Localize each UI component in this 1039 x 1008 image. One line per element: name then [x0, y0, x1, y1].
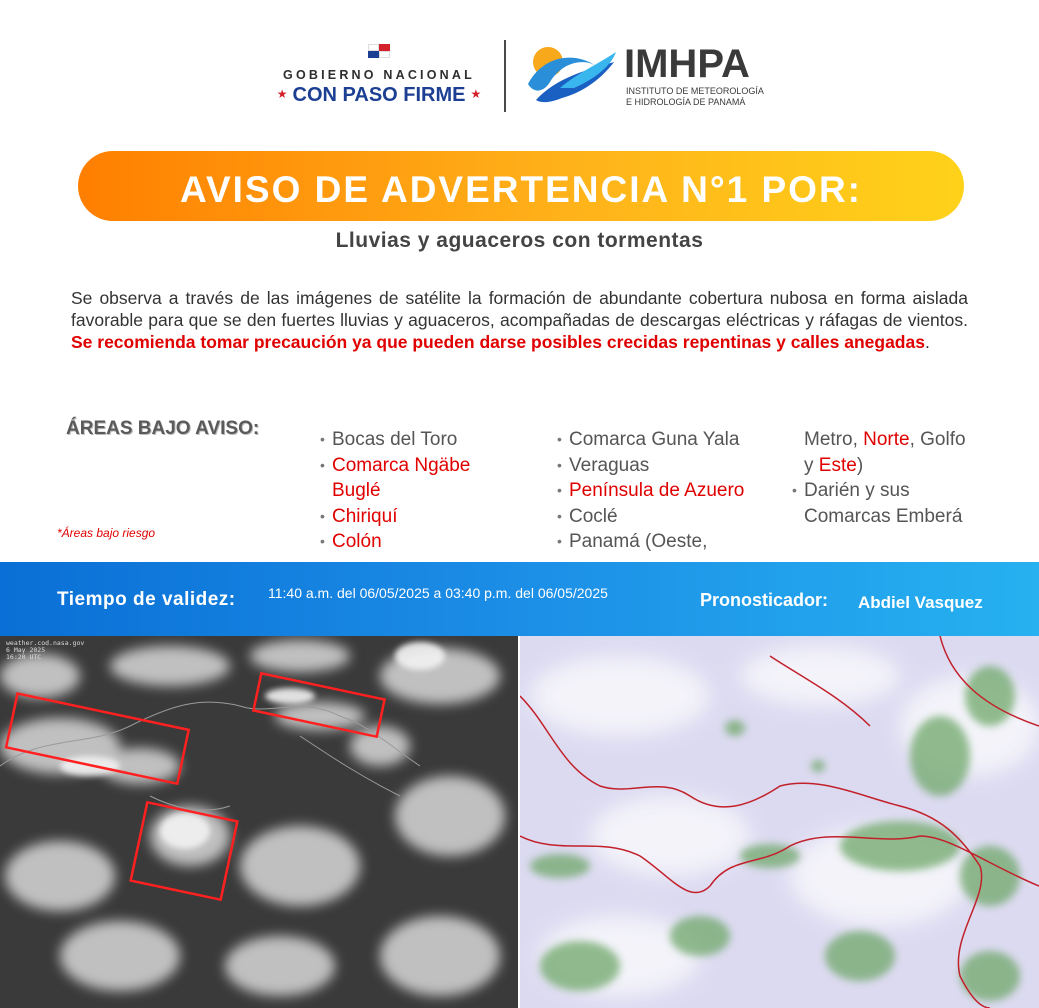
risk-note: *Áreas bajo riesgo [57, 526, 156, 540]
header-divider [504, 40, 506, 112]
list-item: • Bocas del Toro [320, 427, 555, 453]
satellite-caption: weather.cod.nasa.gov 6 May 2025 16:20 UTC [6, 639, 85, 661]
forecaster-name: Abdiel Vasquez [858, 593, 983, 612]
warning-title: AVISO DE ADVERTENCIA N°1 POR: [180, 169, 862, 210]
areas-column-2 [557, 427, 797, 555]
list-item: Metro, Norte, Golfo [804, 429, 966, 450]
satellite-image-visible [0, 636, 518, 1008]
imhpa-wave-logo-icon [526, 44, 618, 108]
imhpa-subtitle: INSTITUTO DE METEOROLOGÍA E HIDROLOGÍA DE PANAMÁ [626, 86, 764, 107]
list-item: • Panamá (Oeste, [557, 529, 797, 555]
satellite-image-rainfall [520, 636, 1039, 1008]
validity-label: Tiempo de validez: [57, 589, 236, 610]
precaution-highlight: Se recomienda tomar precaución ya que pueden darse posibles crecidas repentinas y calles anegadas [71, 332, 925, 352]
star-icon: ★ [276, 87, 288, 101]
list-item: Comarcas Emberá [804, 505, 963, 527]
list-item: • Comarca Guna Yala [557, 427, 797, 453]
areas-label: ÁREAS BAJO AVISO: [66, 418, 260, 439]
list-item: • Darién y sus [792, 478, 1022, 504]
list-item: • Veraguas [557, 453, 797, 479]
warning-subtitle: Lluvias y aguaceros con tormentas [335, 229, 704, 252]
list-item: • Península de Azuero [557, 478, 797, 504]
panama-flag-icon [368, 44, 390, 58]
gobierno-line2: ★ CON PASO FIRME ★ [276, 84, 482, 106]
list-item: • Colón [320, 529, 555, 555]
areas-column-1 [320, 427, 555, 555]
list-item: Buglé [332, 480, 381, 501]
warning-description: Se observa a través de las imágenes de satélite la formación de abundante cobertura nubosa en forma aislada favorable para que se den fuertes lluvias y aguaceros, acompañadas de descargas eléctricas y ráfagas de vientos. Se recomienda tomar precaución ya que pueden darse posibles crecidas repentinas y calles anegadas. [71, 288, 968, 352]
forecaster-label: Pronosticador: [700, 590, 829, 610]
imhpa-name: IMHPA [624, 42, 750, 86]
star-icon: ★ [470, 87, 482, 101]
validity-value: 11:40 a.m. del 06/05/2025 a 03:40 p.m. del 06/05/2025 [268, 585, 608, 601]
gobierno-logo [268, 44, 490, 107]
list-item: y Este) [804, 454, 864, 476]
list-item: • Comarca Ngäbe [320, 453, 555, 479]
gobierno-line1: GOBIERNO NACIONAL [283, 68, 475, 82]
areas-column-3 [792, 427, 1022, 529]
list-item: • Coclé [557, 504, 797, 530]
list-item: • Chiriquí [320, 504, 555, 530]
